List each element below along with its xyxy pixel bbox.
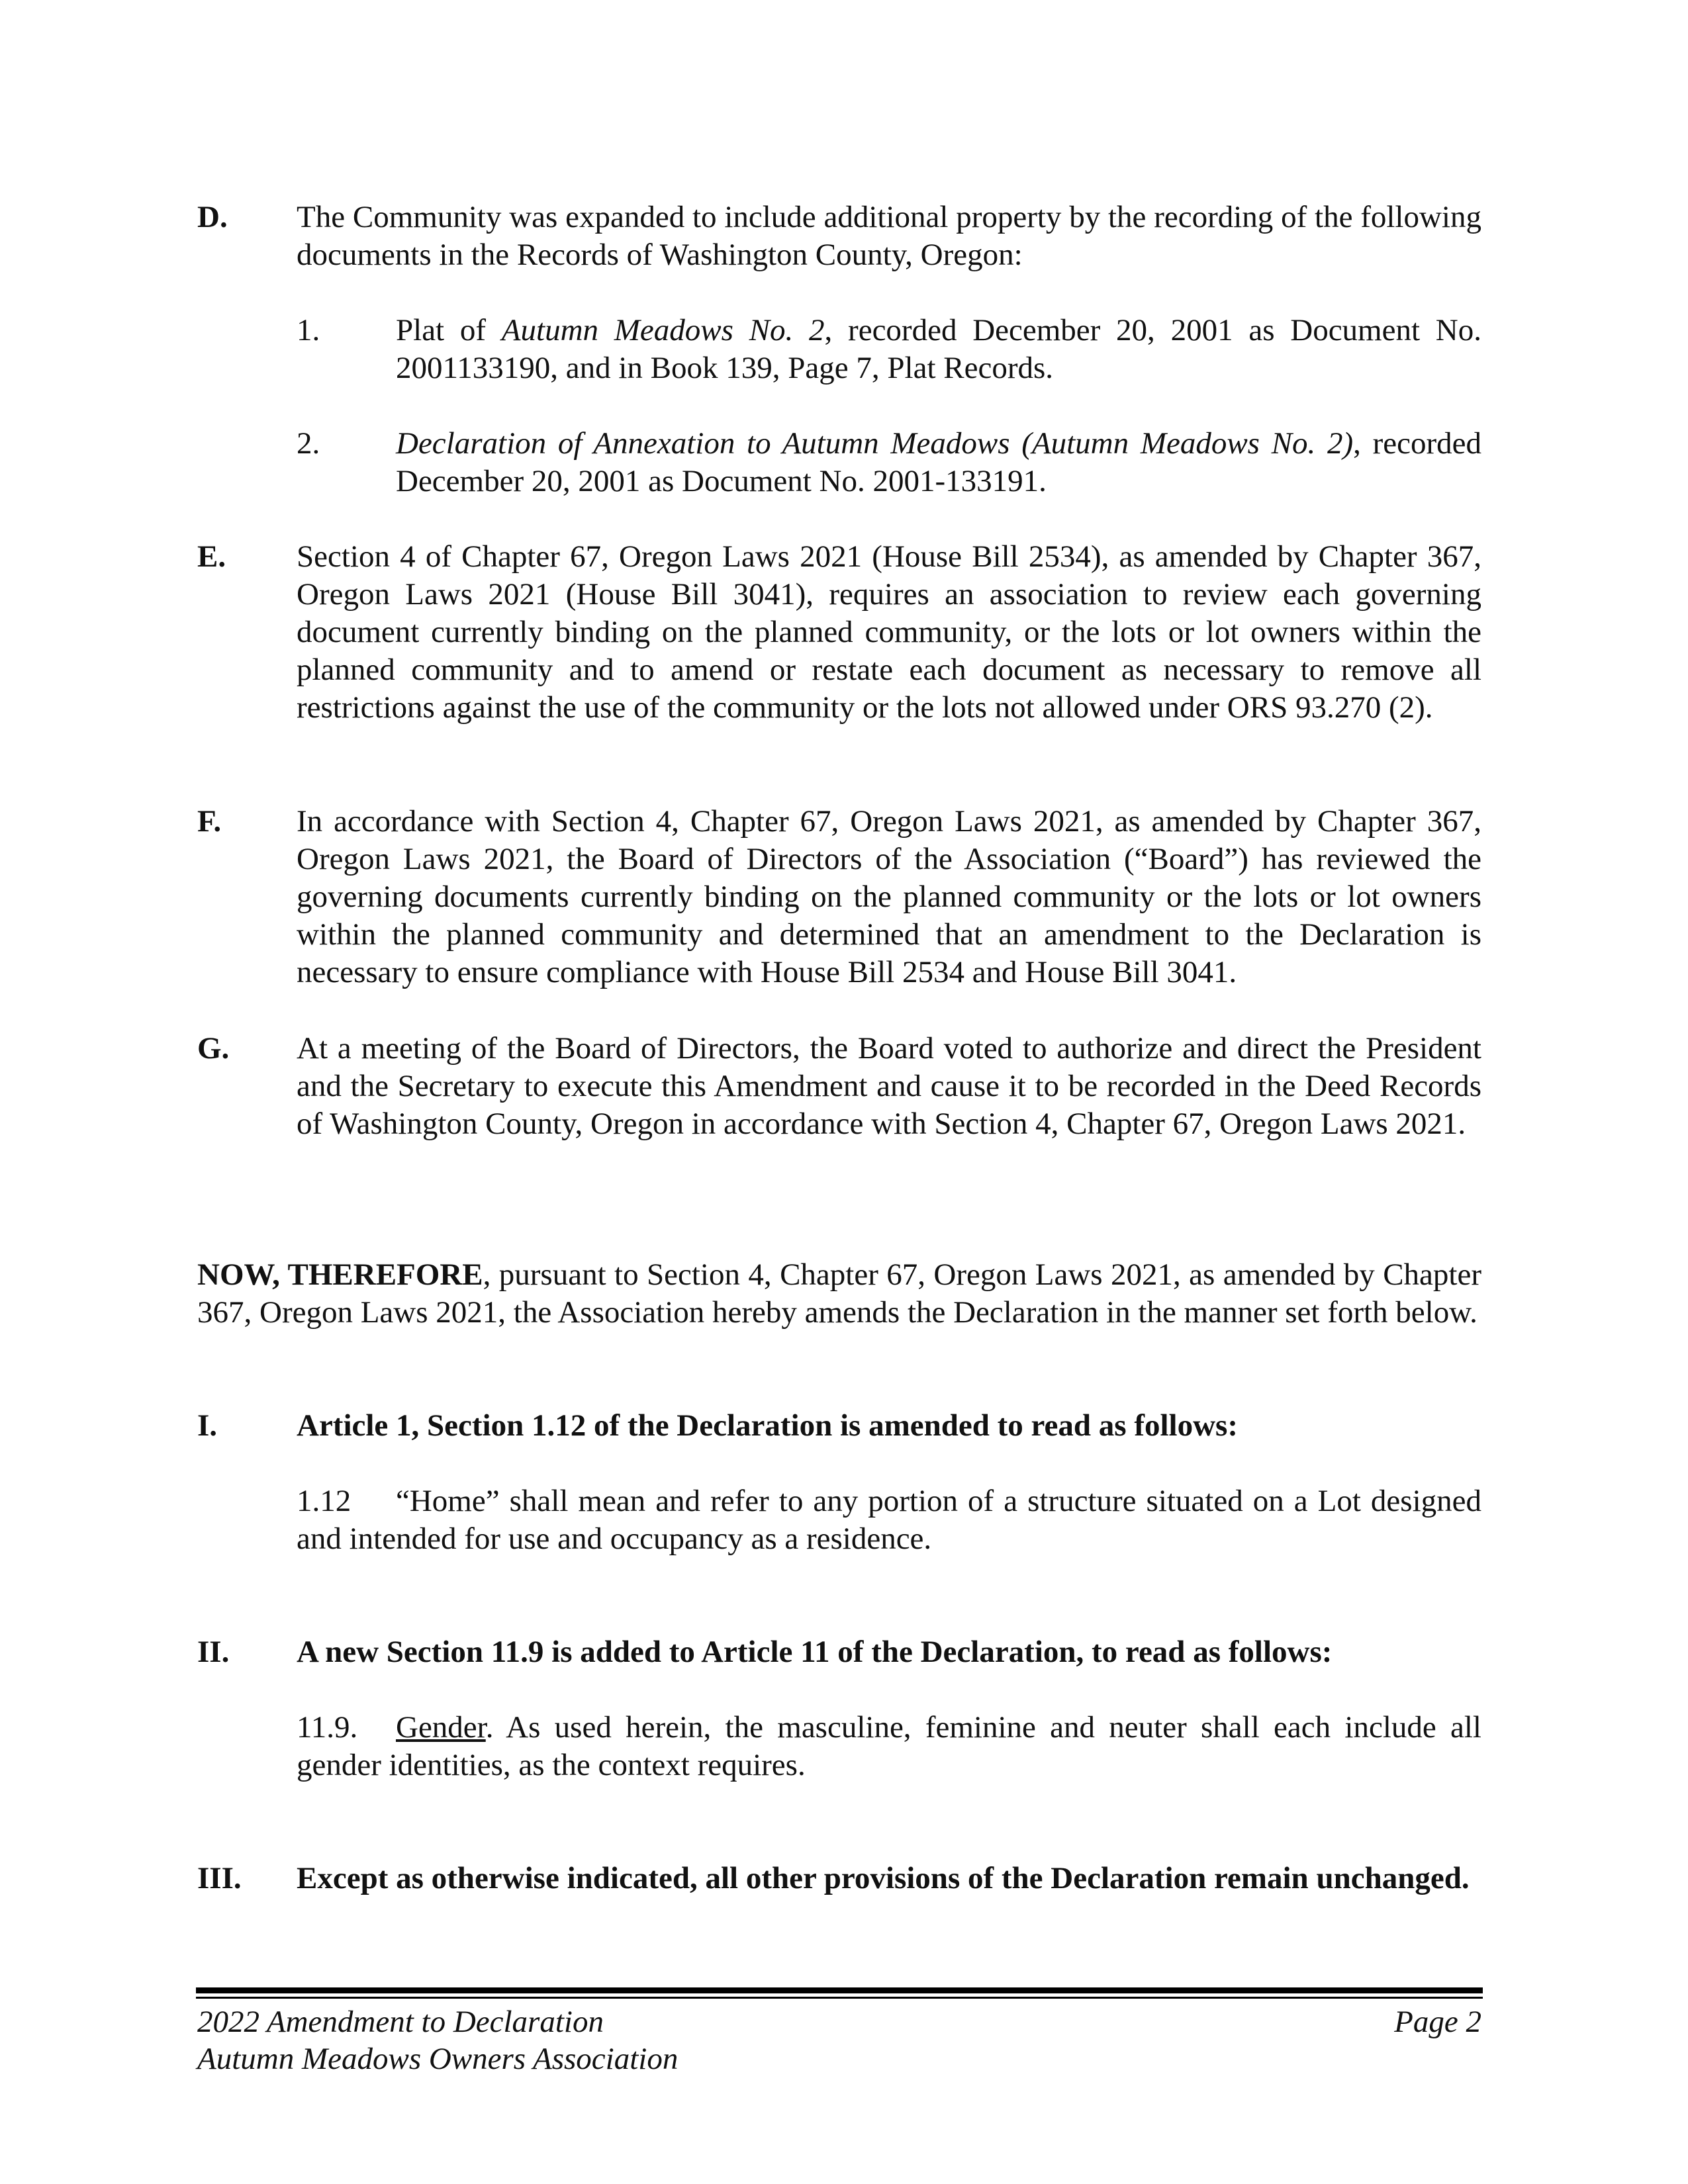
now-therefore-text: , pursuant to Section 4, Chapter 67, Oregon Laws 2021, as amended by Chapter 367, Oregon Laws 2021, the Association hereby amends the Declaration in the manner set forth below. [197, 1257, 1481, 1330]
section-11-9-text: . As used herein, the masculine, feminine and neuter shall each include all gender identities, as the context requires. [297, 1710, 1481, 1782]
recital-e-letter: E. [197, 539, 226, 574]
now-therefore-paragraph [197, 1256, 1481, 1332]
recital-d-letter: D. [197, 200, 228, 234]
item-2-declaration-title: Declaration of Annexation to Autumn Meadows (Autumn Meadows No. 2) [396, 426, 1354, 461]
recital-g-letter: G. [197, 1031, 230, 1066]
recital-f-letter: F. [197, 804, 222, 839]
footer-document-title: 2022 Amendment to Declaration [197, 2005, 604, 2039]
section-11-9-paragraph [297, 1709, 1481, 1784]
footer-rule-thick [196, 1987, 1483, 1993]
section-i-numeral: I. [197, 1408, 218, 1443]
recital-d-item-1 [396, 312, 1481, 387]
recital-d-item-2-number: 2. [297, 426, 320, 461]
section-iii-heading: Except as otherwise indicated, all other provisions of the Declaration remain unchanged. [297, 1861, 1470, 1895]
recital-d-item-2 [396, 425, 1481, 500]
footer-rule-thin [196, 1997, 1483, 1999]
footer-association-name: Autumn Meadows Owners Association [197, 2042, 679, 2076]
section-iii-numeral: III. [197, 1861, 242, 1895]
section-11-9-title: Gender [396, 1710, 486, 1745]
section-11-9-number: 11.9. [297, 1710, 358, 1745]
recital-e-text: Section 4 of Chapter 67, Oregon Laws 2021 (House Bill 2534), as amended by Chapter 367, Oregon Laws 2021 (House Bill 3041), requires an association to review each governing document currently binding on the planned community, or the lots or lot owners within the planned community and to amend or restate each document as necessary to remove all restrictions against the use of the community or the lots not allowed under ORS 93.270 (2). [297, 539, 1481, 725]
section-ii-heading: A new Section 11.9 is added to Article 11 of the Declaration, to read as follows: [297, 1635, 1333, 1669]
recital-g-text: At a meeting of the Board of Directors, the Board voted to authorize and direct the President and the Secretary to execute this Amendment and cause it to be recorded in the Deed Records of Washington County, Oregon in accordance with Section 4, Chapter 67, Oregon Laws 2021. [297, 1031, 1481, 1141]
section-1-12-number: 1.12 [297, 1484, 352, 1518]
recital-f-text: In accordance with Section 4, Chapter 67, Oregon Laws 2021, as amended by Chapter 367, Oregon Laws 2021, the Board of Directors of the Association (“Board”) has reviewed the governing documents currently binding on the planned community or the lots or lot owners within the planned community and determined that an amendment to the Declaration is necessary to ensure compliance with House Bill 2534 and House Bill 3041. [297, 804, 1481, 989]
item-2-post: , recorded December 20, 2001 as Document No. 2001-133191. [396, 426, 1482, 498]
section-ii-numeral: II. [197, 1635, 230, 1669]
item-1-plat-title: Autumn Meadows No. 2 [501, 313, 825, 347]
footer-page-number: Page 2 [1394, 2005, 1481, 2039]
section-1-12-paragraph [297, 1482, 1481, 1558]
recital-d-text: The Community was expanded to include additional property by the recording of the following documents in the Records of Washington County, Oregon: [297, 200, 1481, 272]
now-therefore-lead: NOW, THEREFORE [197, 1257, 483, 1292]
item-1-post: , recorded December 20, 2001 as Document No. 2001133190, and in Book 139, Page 7, Plat Records. [396, 313, 1481, 385]
section-i-heading: Article 1, Section 1.12 of the Declaration is amended to read as follows: [297, 1408, 1238, 1443]
recital-d-item-1-number: 1. [297, 313, 320, 347]
item-1-pre: Plat of [396, 313, 502, 347]
section-1-12-text: “Home” shall mean and refer to any portion of a structure situated on a Lot designed and intended for use and occupancy as a residence. [297, 1484, 1481, 1556]
